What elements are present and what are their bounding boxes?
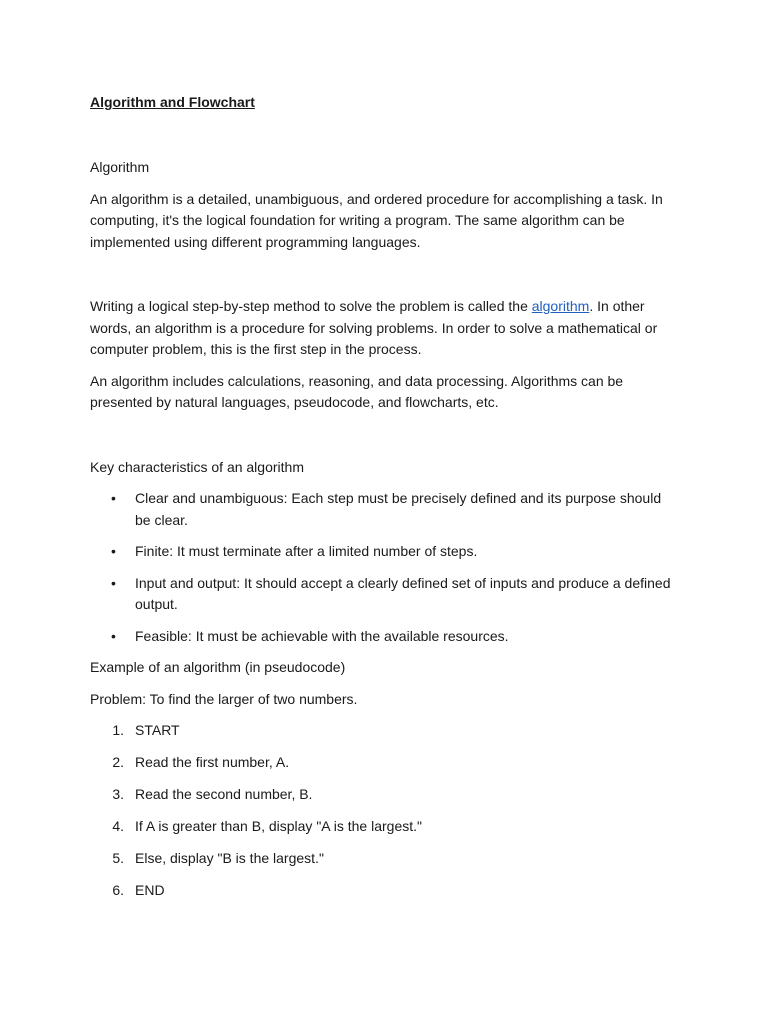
list-item (90, 626, 680, 648)
list-item-text: Input and output: It should accept a clearly defined set of inputs and produce a defined output. (135, 574, 671, 612)
characteristics-list (90, 488, 680, 647)
step-text: If A is greater than B, display "A is the largest." (135, 818, 422, 834)
step-number: 2. (112, 754, 124, 770)
step-number: 5. (112, 850, 124, 866)
list-item-text: Feasible: It must be achievable with the available resources. (135, 627, 509, 644)
step-item (90, 720, 680, 742)
step-text: START (135, 722, 180, 738)
step-number: 1. (112, 722, 124, 738)
bullet-icon: • (111, 490, 116, 506)
paragraph-2-text-end: . In other words, an algorithm is a procedure for solving problems. In order to solve a mathematical or computer problem, this is the first step in the process. (90, 298, 658, 357)
step-text: Else, display "B is the largest." (135, 850, 324, 866)
characteristics-heading: Key characteristics of an algorithm (90, 458, 304, 475)
algorithm-link[interactable]: algorithm (531, 298, 590, 314)
step-text: Read the first number, A. (135, 754, 290, 770)
algorithm-paragraph-1: An algorithm is a detailed, unambiguous, and ordered procedure for accomplishing a task. In computing, it's the logical foundation for writing a program. The same algorithm can be implemented using different programming languages. (90, 190, 663, 250)
step-item (90, 784, 680, 806)
algorithm-paragraph-3: An algorithm includes calculations, reasoning, and data processing. Algorithms can be presented by natural languages, pseudocode, and flowcharts, etc. (90, 372, 624, 410)
algorithm-paragraph-2 (90, 296, 680, 361)
step-number: 3. (112, 786, 124, 802)
list-item (90, 573, 680, 616)
list-item (90, 488, 680, 531)
step-item (90, 848, 680, 870)
pseudocode-steps (90, 720, 680, 902)
example-heading: Example of an algorithm (in pseudocode) (90, 659, 346, 675)
step-number: 6. (112, 882, 124, 898)
step-text: Read the second number, B. (135, 786, 313, 802)
document-title: Algorithm and Flowchart (90, 94, 255, 110)
step-item (90, 816, 680, 838)
list-item-text: Clear and unambiguous: Each step must be precisely defined and its purpose should be clear. (135, 490, 662, 528)
step-item (90, 880, 680, 902)
bullet-icon: • (111, 574, 116, 591)
algorithm-heading: Algorithm (90, 159, 150, 175)
step-text: END (135, 882, 165, 898)
list-item (90, 541, 680, 563)
list-item-text: Finite: It must terminate after a limited number of steps. (135, 543, 478, 559)
step-number: 4. (112, 818, 124, 834)
bullet-icon: • (111, 627, 116, 644)
example-problem: Problem: To find the larger of two numbers. (90, 690, 358, 707)
document-page (90, 90, 680, 912)
paragraph-2-text-start: Writing a logical step-by-step method to solve the problem is called the (90, 298, 532, 314)
step-item (90, 752, 680, 774)
bullet-icon: • (111, 543, 116, 559)
